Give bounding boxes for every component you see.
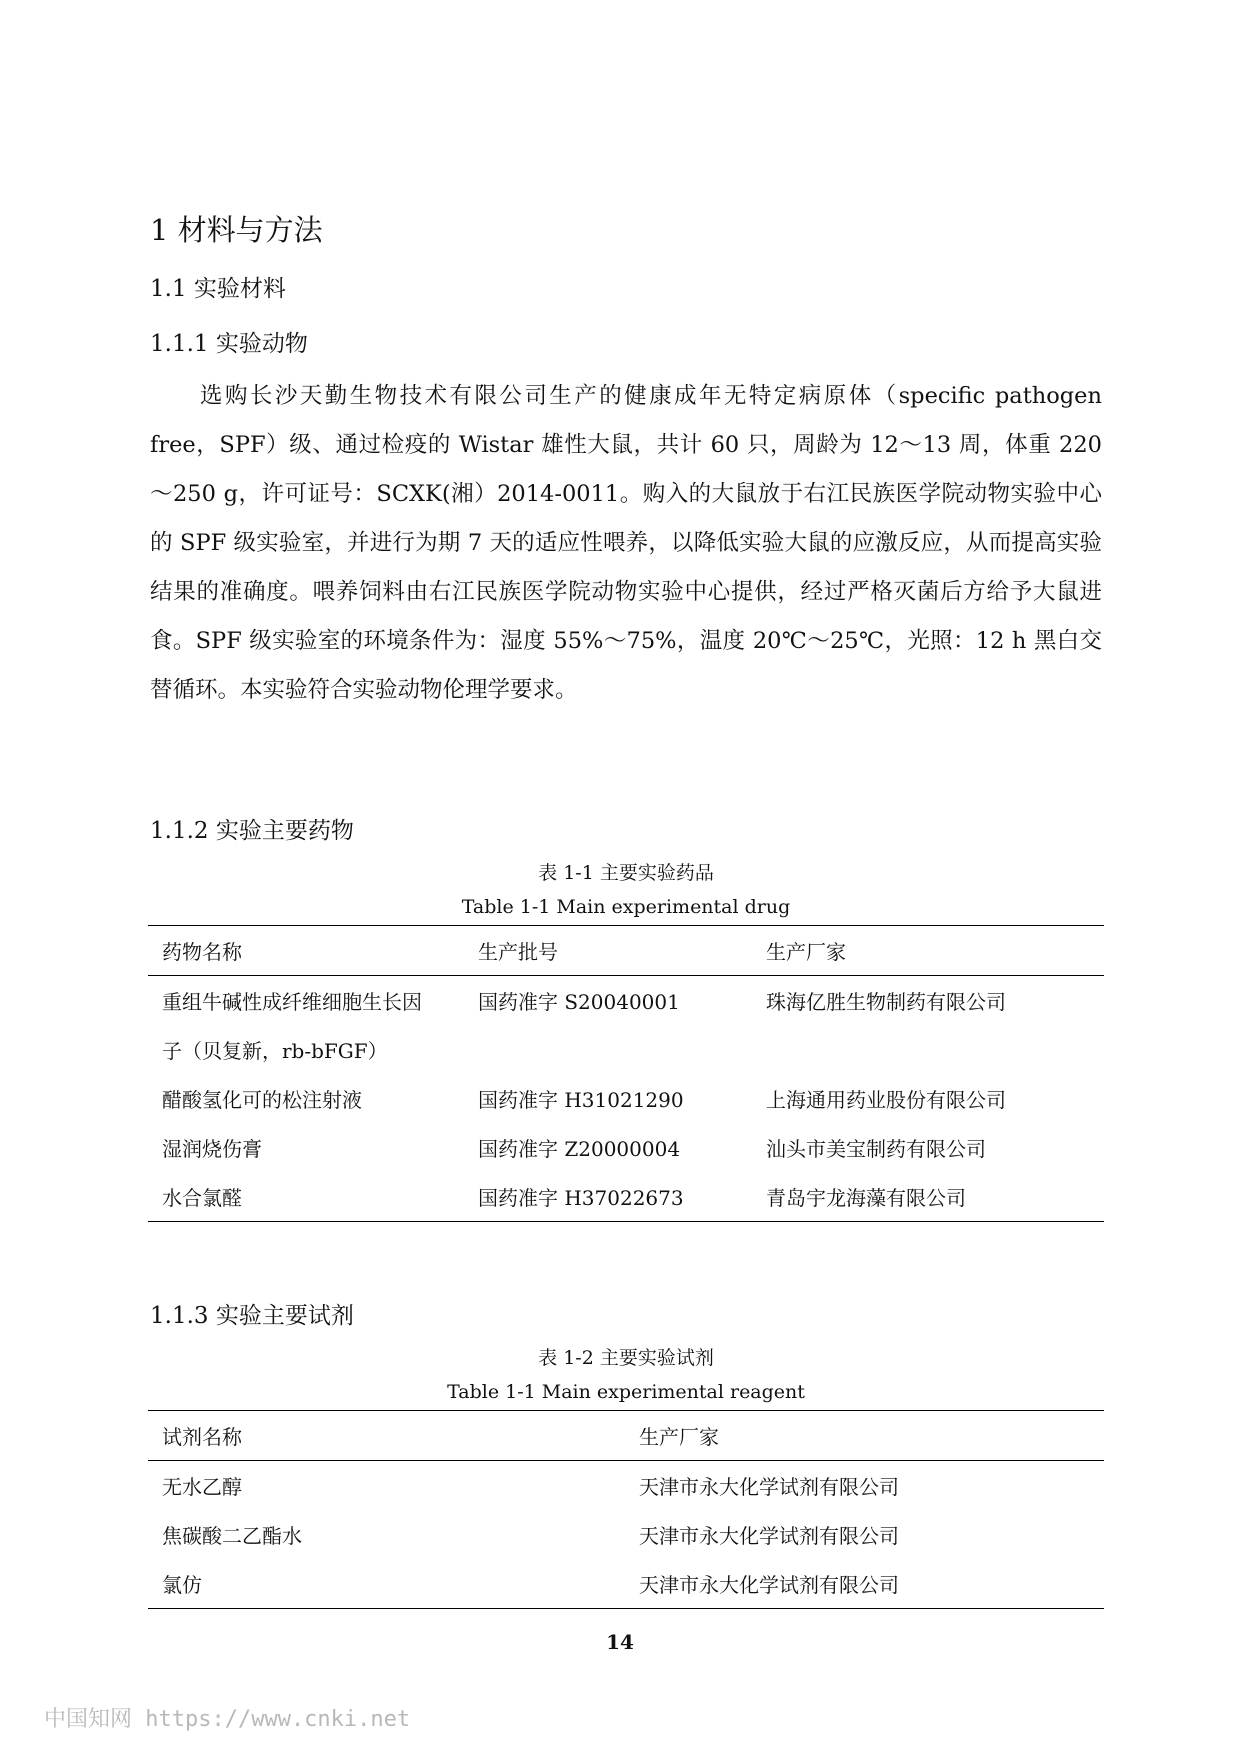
table2-caption-en: Table 1-1 Main experimental reagent (447, 1381, 805, 1403)
table-cell: 无水乙醇 (162, 1475, 242, 1499)
table-row (148, 1559, 1104, 1609)
table-cell (752, 1025, 1104, 1074)
table-cell: 国药准字 H37022673 (464, 1172, 752, 1222)
table-cell: 国药准字 Z20000004 (478, 1137, 681, 1161)
table-header-row (148, 1411, 1104, 1461)
table-cell: 天津市永大化学试剂有限公司 (639, 1524, 899, 1548)
table-cell: 青岛宇龙海藻有限公司 (752, 1172, 1104, 1222)
page-number: 14 (606, 1630, 634, 1654)
table-cell: 珠海亿胜生物制药有限公司 (766, 990, 1006, 1014)
table-cell: 水合氯醛 (148, 1172, 464, 1222)
table-row (148, 1461, 1104, 1511)
table-row (148, 1025, 1104, 1074)
table-cell: 国药准字 H31021290 (478, 1088, 684, 1112)
table-cell: 汕头市美宝制药有限公司 (766, 1137, 986, 1161)
subsubsection-heading-animals: 1.1.1 实验动物 (150, 331, 308, 357)
table2-caption-cn: 表 1-2 主要实验试剂 (538, 1347, 714, 1369)
table-cell: 焦碳酸二乙酯水 (162, 1524, 302, 1548)
table-cell: 重组牛碱性成纤维细胞生长因 (162, 990, 422, 1014)
table-row (148, 1510, 1104, 1559)
subsection-heading: 1.1 实验材料 (150, 276, 286, 302)
table-cell: 国药准字 S20040001 (478, 990, 680, 1014)
watermark: 中国知网 https://www.cnki.net (44, 1707, 411, 1732)
header-cell: 试剂名称 (148, 1411, 625, 1461)
header-cell: 生产厂家 (752, 926, 1104, 976)
table-cell: 子（贝复新，rb-bFGF） (162, 1039, 388, 1063)
table-row (148, 1172, 1104, 1222)
table-header-row (148, 926, 1104, 976)
table-row (148, 1074, 1104, 1123)
table-cell: 醋酸氢化可的松注射液 (162, 1088, 362, 1112)
table-cell: 天津市永大化学试剂有限公司 (625, 1559, 1104, 1609)
body-paragraph: 选购长沙天勤生物技术有限公司生产的健康成年无特定病原体（specific pathogen free，SPF）级、通过检疫的 Wistar 雄性大鼠，共计 60 只，周龄为 12～13 周，体重 220～250 g，许可证号：SCXK(湘）2014-0011。购入的大鼠放于右江民族医学院动物实验中心的 SPF 级实验室，并进行为期 7 天的适应性喂养，以降低实验大鼠的应激反应，从而提高实验结果的准确度。喂养饲料由右江民族医学院动物实验中心提供，经过严格灭菌后方给予大鼠进食。SPF 级实验室的环境条件为：湿度 55%～75%，温度 20℃～25℃，光照：12 h 黑白交替循环。本实验符合实验动物伦理学要求。 (150, 383, 1102, 703)
drug-table (148, 925, 1104, 1222)
table1-caption-en: Table 1-1 Main experimental drug (461, 896, 791, 918)
table-cell: 湿润烧伤膏 (162, 1137, 262, 1161)
table-cell: 天津市永大化学试剂有限公司 (639, 1475, 899, 1499)
reagent-table (148, 1410, 1104, 1609)
table-row (148, 976, 1104, 1026)
header-cell: 生产批号 (464, 926, 752, 976)
subsubsection-heading-reagents: 1.1.3 实验主要试剂 (150, 1303, 354, 1329)
table-row (148, 1123, 1104, 1172)
table1-caption-cn: 表 1-1 主要实验药品 (538, 862, 714, 884)
table-cell: 上海通用药业股份有限公司 (766, 1088, 1006, 1112)
table-cell: 氯仿 (148, 1559, 625, 1609)
section-heading: 1 材料与方法 (150, 213, 323, 247)
subsubsection-heading-drugs: 1.1.2 实验主要药物 (150, 818, 354, 844)
header-cell: 生产厂家 (625, 1411, 1104, 1461)
header-cell: 药物名称 (148, 926, 464, 976)
table-cell (464, 1025, 752, 1074)
